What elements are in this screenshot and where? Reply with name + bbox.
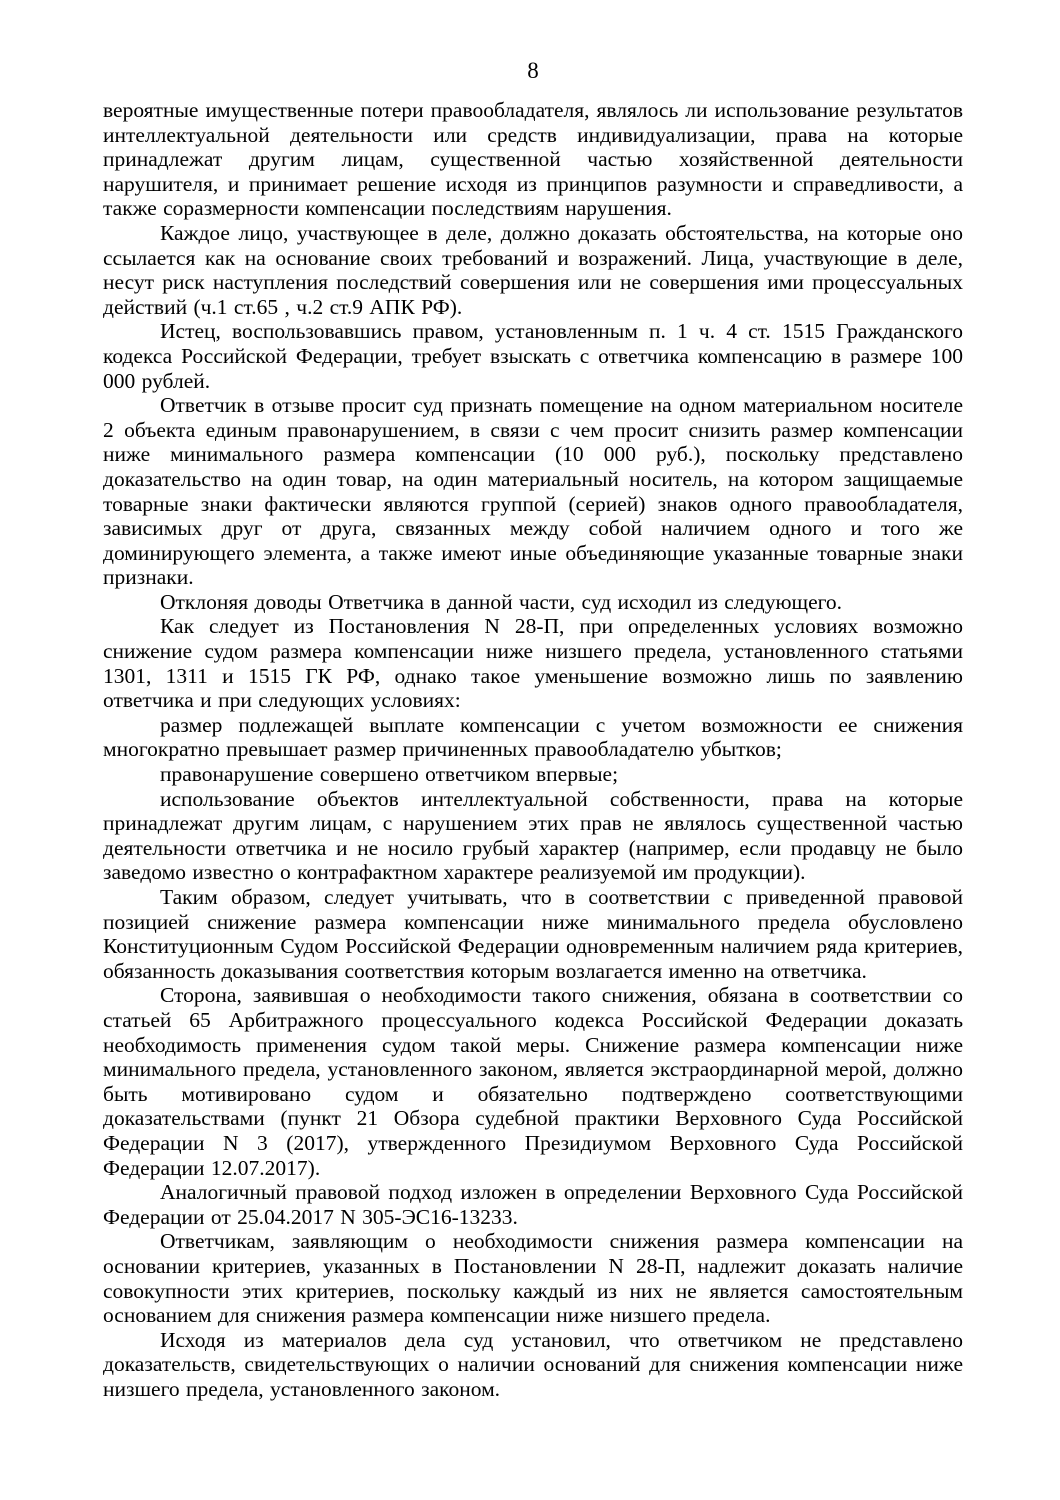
- paragraph: вероятные имущественные потери правообладателя, являлось ли использование результатов интеллектуальной деятельности или средств индивидуализации, права на которые принадлежат другим лицам, существенной частью хозяйственной деятельности нарушителя, и принимает решение исходя из принципов разумности и справедливости, а также соразмерности компенсации последствиям нарушения.: [103, 98, 963, 221]
- paragraph: Как следует из Постановления N 28-П, при определенных условиях возможно снижение судом размера компенсации ниже низшего предела, установленного статьями 1301, 1311 и 1515 ГК РФ, однако такое уменьшение возможно лишь по заявлению ответчика и при следующих условиях:: [103, 614, 963, 713]
- page-content: [103, 58, 963, 1401]
- paragraph: размер подлежащей выплате компенсации с учетом возможности ее снижения многократно превышает размер причиненных правообладателю убытков;: [103, 712, 963, 762]
- paragraph: Таким образом, следует учитывать, что в соответствии с приведенной правовой позицией снижение размера компенсации ниже минимального предела обусловлено Конституционным Судом Российской Федерации одновременным наличием ряда критериев, обязанность доказывания соответствия которым возлагается именно на ответчика.: [103, 885, 963, 983]
- page-number: 8: [527, 58, 539, 83]
- paragraph: Ответчик в отзыве просит суд признать помещение на одном материальном носителе 2 объекта единым правонарушением, в связи с чем просит снизить размер компенсации ниже минимального размера компенсации (10 000 руб.), поскольку представлено доказательство на один товар, на один материальный носитель, на котором защищаемые товарные знаки фактически являются группой (серией) знаков одного правообладателя, зависимых друг от друга, связанных между собой наличием одного и того же доминирующего элемента, а также имеют иные объединяющие указанные товарные знаки признаки.: [103, 393, 963, 590]
- paragraph: Истец, воспользовавшись правом, установленным п. 1 ч. 4 ст. 1515 Гражданского кодекса Российской Федерации, требует взыскать с ответчика компенсацию в размере 100 000 рублей.: [103, 319, 963, 393]
- document-body: [103, 98, 963, 1401]
- paragraph: Ответчикам, заявляющим о необходимости снижения размера компенсации на основании критериев, указанных в Постановлении N 28-П, надлежит доказать наличие совокупности этих критериев, поскольку каждый из них не является самостоятельным основанием для снижения размера компенсации ниже низшего предела.: [103, 1229, 963, 1328]
- paragraph: Сторона, заявившая о необходимости такого снижения, обязана в соответствии со статьей 65 Арбитражного процессуального кодекса Российской Федерации доказать необходимость применения судом такой меры. Снижение размера компенсации ниже минимального предела, установленного законом, является экстраординарной мерой, должно быть мотивировано судом и обязательно подтверждено соответствующими доказательствами (пункт 21 Обзора судебной практики Верховного Суда Российской Федерации N 3 (2017), утвержденного Президиумом Верховного Суда Российской Федерации 12.07.2017).: [103, 983, 963, 1180]
- paragraph: Отклоняя доводы Ответчика в данной части, суд исходил из следующего.: [160, 589, 843, 614]
- paragraph: Исходя из материалов дела суд установил, что ответчиком не представлено доказательств, свидетельствующих о наличии оснований для снижения компенсации ниже низшего предела, установленного законом.: [103, 1327, 963, 1401]
- paragraph: правонарушение совершено ответчиком впервые;: [160, 762, 619, 787]
- paragraph: Каждое лицо, участвующее в деле, должно доказать обстоятельства, на которые оно ссылается как на основание своих требований и возражений. Лица, участвующие в деле, несут риск наступления последствий совершения или не совершения ими процессуальных действий (ч.1 ст.65 , ч.2 ст.9 АПК РФ).: [103, 220, 963, 319]
- paragraph: использование объектов интеллектуальной собственности, права на которые принадлежат другим лицам, с нарушением этих прав не являлось существенной частью деятельности ответчика и не носило грубый характер (например, если продавцу не было заведомо известно о контрафактном характере реализуемой им продукции).: [103, 786, 963, 885]
- paragraph: Аналогичный правовой подход изложен в определении Верховного Суда Российской Федерации от 25.04.2017 N 305-ЭС16-13233.: [103, 1180, 963, 1229]
